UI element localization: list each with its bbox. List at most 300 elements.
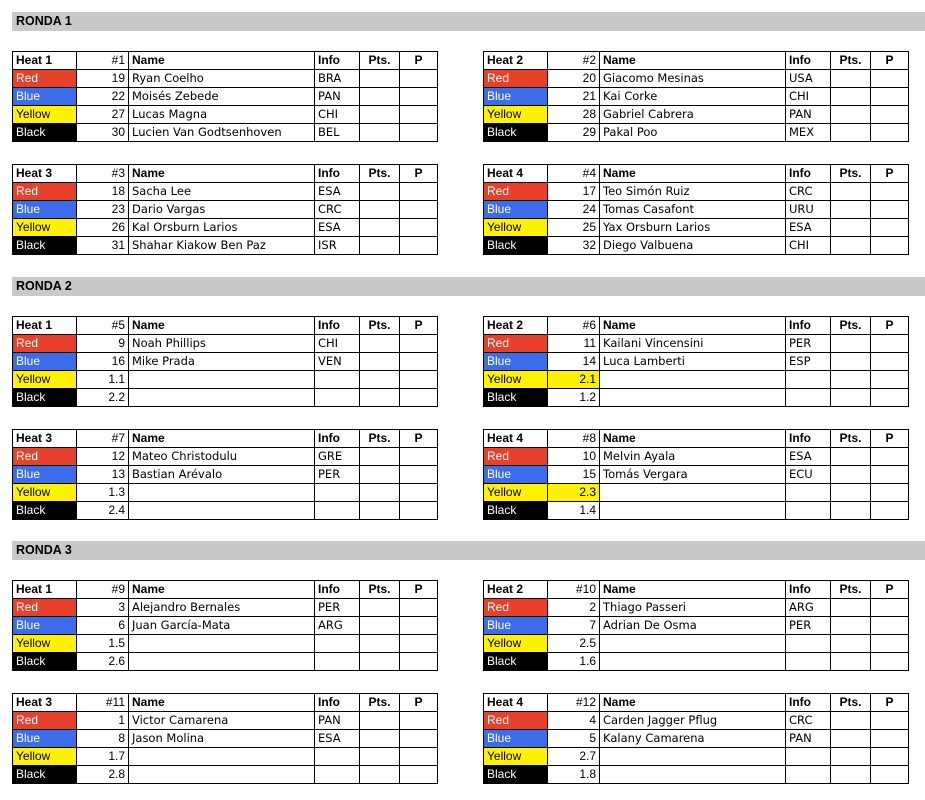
surfer-number: 1.8 [548, 766, 600, 784]
color-label: Red [484, 335, 548, 353]
info-header: Info [315, 317, 360, 335]
surfer-info [315, 389, 360, 407]
surfer-name: Luca Lamberti [600, 353, 786, 371]
surfer-number: 17 [548, 183, 600, 201]
surfer-number: 1.5 [77, 635, 129, 653]
heat-label: Heat 1 [13, 52, 77, 70]
color-label: Red [13, 448, 77, 466]
surfer-info [786, 502, 831, 520]
p-header: P [400, 430, 438, 448]
surfer-name: Mike Prada [129, 353, 315, 371]
surfer-number: 28 [548, 106, 600, 124]
heat-table [483, 429, 909, 520]
heat-label: Heat 4 [484, 430, 548, 448]
info-header: Info [786, 165, 831, 183]
p-cell [871, 70, 909, 88]
p-cell [871, 502, 909, 520]
round-title: RONDA 2 [12, 277, 925, 296]
table-row [484, 70, 909, 88]
surfer-name [600, 484, 786, 502]
surfer-name [600, 389, 786, 407]
table-row [13, 237, 438, 255]
surfer-number: 1.6 [548, 653, 600, 671]
heat-header-row [13, 581, 438, 599]
surfer-name: Carden Jagger Pflug [600, 712, 786, 730]
surfer-name [129, 653, 315, 671]
table-row [13, 617, 438, 635]
color-label: Blue [13, 730, 77, 748]
surfer-name [129, 502, 315, 520]
p-cell [871, 748, 909, 766]
surfer-name: Ryan Coelho [129, 70, 315, 88]
surfer-info: CRC [786, 183, 831, 201]
table-row [484, 353, 909, 371]
pts-cell [831, 748, 871, 766]
surfer-name: Pakal Poo [600, 124, 786, 142]
surfer-info: CHI [315, 106, 360, 124]
pts-cell [831, 106, 871, 124]
surfer-number: 18 [77, 183, 129, 201]
surfer-number: 20 [548, 70, 600, 88]
surfer-name: Lucien Van Godtsenhoven [129, 124, 315, 142]
p-cell [871, 466, 909, 484]
heat-header-row [484, 52, 909, 70]
color-label: Blue [13, 88, 77, 106]
surfer-number: 2.6 [77, 653, 129, 671]
heat-table [483, 51, 909, 142]
pts-cell [360, 635, 400, 653]
color-label: Black [484, 237, 548, 255]
table-row [484, 201, 909, 219]
table-row [484, 124, 909, 142]
heat-label: Heat 4 [484, 165, 548, 183]
surfer-info: ECU [786, 466, 831, 484]
surfer-info: VEN [315, 353, 360, 371]
info-header: Info [315, 52, 360, 70]
surfer-info [315, 502, 360, 520]
pts-cell [360, 371, 400, 389]
surfer-name: Juan García-Mata [129, 617, 315, 635]
pts-header: Pts. [831, 581, 871, 599]
color-label: Blue [484, 201, 548, 219]
surfer-number: 3 [77, 599, 129, 617]
surfer-name [129, 484, 315, 502]
name-header: Name [129, 52, 315, 70]
heat-header-row [484, 694, 909, 712]
surfer-info: PER [786, 335, 831, 353]
table-row [484, 335, 909, 353]
p-cell [871, 124, 909, 142]
pts-cell [360, 748, 400, 766]
name-header: Name [600, 581, 786, 599]
surfer-number: 5 [548, 730, 600, 748]
color-label: Red [13, 183, 77, 201]
table-row [13, 712, 438, 730]
info-header: Info [315, 581, 360, 599]
table-row [13, 748, 438, 766]
pts-cell [360, 389, 400, 407]
color-label: Red [484, 70, 548, 88]
table-row [13, 599, 438, 617]
surfer-number: 1.2 [548, 389, 600, 407]
p-header: P [400, 694, 438, 712]
surfer-info: BEL [315, 124, 360, 142]
table-row [13, 484, 438, 502]
heat-label: Heat 3 [13, 430, 77, 448]
surfer-number: 1.3 [77, 484, 129, 502]
surfer-name [129, 635, 315, 653]
pts-cell [831, 635, 871, 653]
surfer-number: 13 [77, 466, 129, 484]
surfer-info: ESA [315, 183, 360, 201]
pts-cell [831, 730, 871, 748]
p-header: P [871, 317, 909, 335]
surfer-number: 29 [548, 124, 600, 142]
color-label: Black [484, 653, 548, 671]
p-header: P [400, 581, 438, 599]
p-header: P [871, 430, 909, 448]
pts-cell [831, 766, 871, 784]
table-row [484, 766, 909, 784]
heat-label: Heat 1 [13, 317, 77, 335]
info-header: Info [786, 581, 831, 599]
surfer-number: 2.1 [548, 371, 600, 389]
color-label: Yellow [13, 635, 77, 653]
p-header: P [871, 581, 909, 599]
heat-table [483, 580, 909, 671]
p-cell [871, 635, 909, 653]
pts-cell [831, 88, 871, 106]
color-label: Red [484, 183, 548, 201]
pts-cell [360, 201, 400, 219]
surfer-number: 1 [77, 712, 129, 730]
color-label: Yellow [484, 219, 548, 237]
p-cell [400, 106, 438, 124]
color-label: Black [484, 502, 548, 520]
color-label: Yellow [13, 106, 77, 124]
surfer-name: Alejandro Bernales [129, 599, 315, 617]
surfer-number: 25 [548, 219, 600, 237]
table-row [484, 237, 909, 255]
pts-cell [360, 124, 400, 142]
p-header: P [400, 52, 438, 70]
surfer-info: PAN [786, 106, 831, 124]
heat-label: Heat 4 [484, 694, 548, 712]
surfer-info: ESA [315, 219, 360, 237]
surfer-name [600, 635, 786, 653]
color-label: Yellow [13, 219, 77, 237]
surfer-number: 12 [77, 448, 129, 466]
name-header: Name [600, 165, 786, 183]
name-header: Name [129, 165, 315, 183]
table-row [13, 183, 438, 201]
table-row [13, 88, 438, 106]
heat-label: Heat 2 [484, 52, 548, 70]
p-cell [400, 237, 438, 255]
surfer-number: 4 [548, 712, 600, 730]
surfer-info: CHI [786, 88, 831, 106]
heat-table [12, 51, 438, 142]
pts-header: Pts. [360, 52, 400, 70]
color-label: Yellow [484, 748, 548, 766]
surfer-number: 7 [548, 617, 600, 635]
heat-number: #7 [77, 430, 129, 448]
pts-cell [831, 70, 871, 88]
surfer-name [600, 748, 786, 766]
pts-cell [360, 106, 400, 124]
surfer-info: CRC [786, 712, 831, 730]
pts-cell [831, 599, 871, 617]
table-row [13, 353, 438, 371]
table-row [484, 730, 909, 748]
heat-header-row [13, 430, 438, 448]
surfer-info: ISR [315, 237, 360, 255]
surfer-name: Giacomo Mesinas [600, 70, 786, 88]
color-label: Black [13, 502, 77, 520]
p-cell [400, 371, 438, 389]
surfer-number: 30 [77, 124, 129, 142]
surfer-info [315, 748, 360, 766]
name-header: Name [600, 52, 786, 70]
heat-number: #4 [548, 165, 600, 183]
surfer-number: 31 [77, 237, 129, 255]
surfer-info: ESP [786, 353, 831, 371]
heat-table [483, 316, 909, 407]
heat-number: #11 [77, 694, 129, 712]
color-label: Red [13, 712, 77, 730]
heat-number: #6 [548, 317, 600, 335]
surfer-number: 24 [548, 201, 600, 219]
table-row [484, 88, 909, 106]
color-label: Yellow [13, 484, 77, 502]
surfer-info: ESA [786, 448, 831, 466]
heat-number: #10 [548, 581, 600, 599]
surfer-number: 2.2 [77, 389, 129, 407]
surfer-number: 23 [77, 201, 129, 219]
p-header: P [400, 165, 438, 183]
pts-header: Pts. [831, 165, 871, 183]
info-header: Info [786, 694, 831, 712]
pts-header: Pts. [831, 694, 871, 712]
surfer-info [315, 484, 360, 502]
surfer-name: Adrian De Osma [600, 617, 786, 635]
surfer-name [129, 766, 315, 784]
info-header: Info [786, 430, 831, 448]
color-label: Black [484, 766, 548, 784]
surfer-info: PAN [786, 730, 831, 748]
surfer-number: 2.8 [77, 766, 129, 784]
surfer-info: ARG [786, 599, 831, 617]
heat-table [12, 580, 438, 671]
surfer-name: Victor Camarena [129, 712, 315, 730]
name-header: Name [600, 317, 786, 335]
p-cell [871, 448, 909, 466]
pts-cell [831, 219, 871, 237]
heat-header-row [13, 52, 438, 70]
table-row [13, 466, 438, 484]
name-header: Name [129, 581, 315, 599]
surfer-info: GRE [315, 448, 360, 466]
surfer-name: Lucas Magna [129, 106, 315, 124]
pts-cell [360, 183, 400, 201]
heat-header-row [484, 317, 909, 335]
p-cell [400, 389, 438, 407]
surfer-info [786, 653, 831, 671]
table-row [484, 219, 909, 237]
surfer-info [786, 484, 831, 502]
pts-header: Pts. [360, 430, 400, 448]
p-cell [400, 635, 438, 653]
pts-header: Pts. [831, 52, 871, 70]
pts-cell [360, 237, 400, 255]
pts-cell [360, 335, 400, 353]
surfer-number: 1.4 [548, 502, 600, 520]
p-cell [871, 183, 909, 201]
p-cell [400, 599, 438, 617]
color-label: Red [13, 335, 77, 353]
table-row [484, 484, 909, 502]
pts-cell [360, 617, 400, 635]
surfer-info [786, 635, 831, 653]
surfer-info: CHI [786, 237, 831, 255]
color-label: Blue [13, 617, 77, 635]
surfer-number: 21 [548, 88, 600, 106]
surfer-number: 19 [77, 70, 129, 88]
table-row [484, 617, 909, 635]
pts-cell [360, 353, 400, 371]
heat-label: Heat 2 [484, 581, 548, 599]
p-header: P [400, 317, 438, 335]
pts-cell [831, 335, 871, 353]
p-cell [871, 371, 909, 389]
surfer-info [786, 371, 831, 389]
p-cell [400, 730, 438, 748]
p-cell [400, 448, 438, 466]
p-cell [400, 124, 438, 142]
surfer-name: Kai Corke [600, 88, 786, 106]
p-cell [400, 766, 438, 784]
pts-cell [360, 653, 400, 671]
p-cell [871, 237, 909, 255]
p-cell [400, 88, 438, 106]
surfer-info: ESA [315, 730, 360, 748]
surfer-name: Bastian Arévalo [129, 466, 315, 484]
surfer-number: 10 [548, 448, 600, 466]
pts-cell [360, 766, 400, 784]
table-row [484, 106, 909, 124]
surfer-number: 26 [77, 219, 129, 237]
heat-table [12, 164, 438, 255]
p-header: P [871, 165, 909, 183]
table-row [13, 70, 438, 88]
pts-cell [831, 712, 871, 730]
color-label: Black [13, 766, 77, 784]
surfer-info [315, 371, 360, 389]
color-label: Yellow [484, 106, 548, 124]
heat-number: #2 [548, 52, 600, 70]
surfer-info: CHI [315, 335, 360, 353]
surfer-name [600, 502, 786, 520]
pts-cell [831, 183, 871, 201]
surfer-name: Tomas Casafont [600, 201, 786, 219]
heat-header-row [484, 430, 909, 448]
surfer-name: Yax Orsburn Larios [600, 219, 786, 237]
surfer-number: 15 [548, 466, 600, 484]
info-header: Info [315, 694, 360, 712]
surfer-number: 2.4 [77, 502, 129, 520]
table-row [484, 502, 909, 520]
surfer-name: Thiago Passeri [600, 599, 786, 617]
surfer-name [129, 748, 315, 766]
surfer-info [315, 635, 360, 653]
heat-header-row [13, 317, 438, 335]
heat-label: Heat 3 [13, 694, 77, 712]
surfer-number: 14 [548, 353, 600, 371]
surfer-name [600, 653, 786, 671]
color-label: Red [13, 599, 77, 617]
table-row [13, 730, 438, 748]
surfer-name [129, 389, 315, 407]
p-cell [400, 353, 438, 371]
table-row [13, 124, 438, 142]
table-row [484, 599, 909, 617]
table-row [13, 635, 438, 653]
p-cell [871, 599, 909, 617]
info-header: Info [315, 165, 360, 183]
pts-header: Pts. [831, 430, 871, 448]
color-label: Red [484, 448, 548, 466]
p-cell [400, 617, 438, 635]
table-row [13, 219, 438, 237]
p-cell [871, 353, 909, 371]
surfer-info: CRC [315, 201, 360, 219]
p-cell [871, 335, 909, 353]
color-label: Yellow [484, 635, 548, 653]
surfer-info [786, 389, 831, 407]
pts-cell [831, 617, 871, 635]
table-row [13, 335, 438, 353]
heat-header-row [13, 694, 438, 712]
pts-cell [831, 237, 871, 255]
p-cell [400, 201, 438, 219]
pts-cell [831, 466, 871, 484]
color-label: Yellow [484, 371, 548, 389]
surfer-name: Jason Molina [129, 730, 315, 748]
surfer-info: USA [786, 70, 831, 88]
table-row [484, 635, 909, 653]
pts-cell [831, 389, 871, 407]
surfer-number: 11 [548, 335, 600, 353]
table-row [484, 653, 909, 671]
color-label: Blue [484, 88, 548, 106]
pts-header: Pts. [360, 317, 400, 335]
pts-cell [360, 88, 400, 106]
heat-number: #3 [77, 165, 129, 183]
pts-cell [360, 484, 400, 502]
p-cell [871, 88, 909, 106]
pts-header: Pts. [831, 317, 871, 335]
name-header: Name [129, 430, 315, 448]
surfer-number: 32 [548, 237, 600, 255]
surfer-number: 2.5 [548, 635, 600, 653]
surfer-number: 16 [77, 353, 129, 371]
table-row [13, 502, 438, 520]
table-row [13, 106, 438, 124]
heat-number: #8 [548, 430, 600, 448]
pts-cell [831, 448, 871, 466]
heat-number: #5 [77, 317, 129, 335]
pts-cell [831, 201, 871, 219]
